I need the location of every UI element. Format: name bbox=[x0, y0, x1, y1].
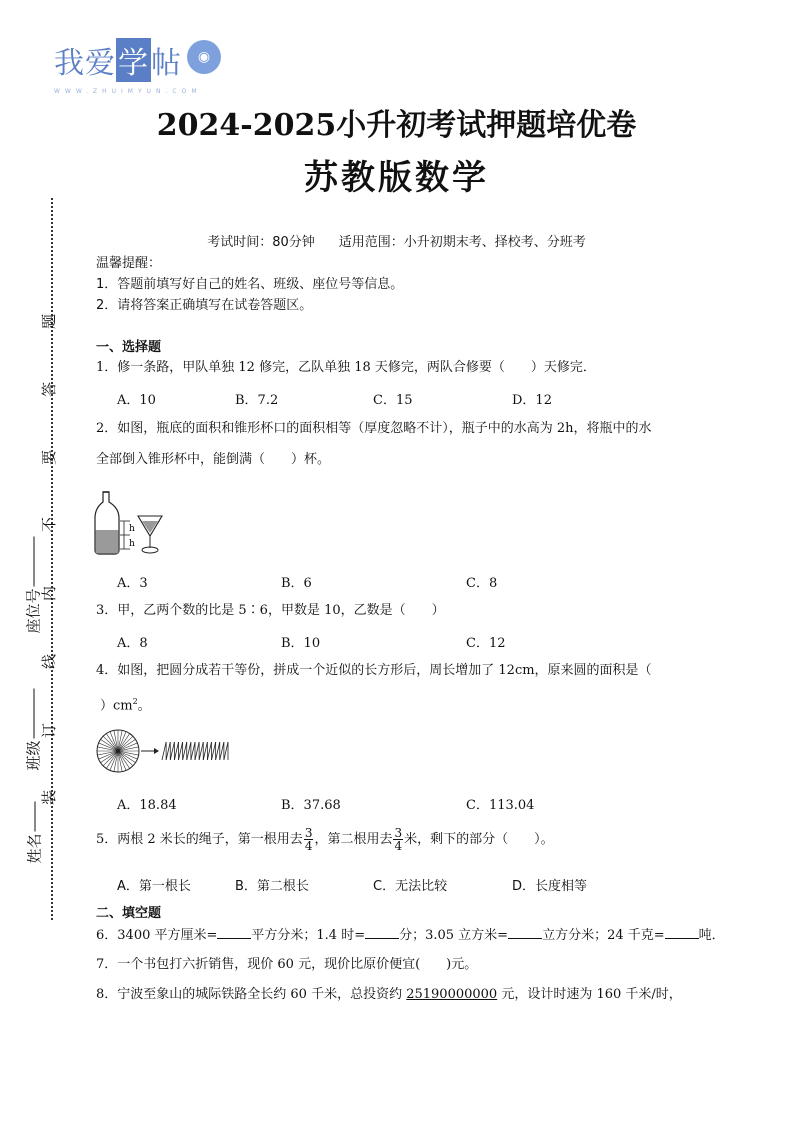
fraction-denominator: 4 bbox=[394, 839, 403, 853]
q8-part: 元，设计时速为 160 千米/时， bbox=[497, 987, 682, 1002]
notice-char: 要 bbox=[40, 449, 59, 466]
notice-char: 装 bbox=[40, 789, 59, 806]
logo-chat-icon: ◉ bbox=[187, 40, 221, 74]
notice-char: 订 bbox=[40, 722, 59, 739]
class-line[interactable] bbox=[34, 688, 35, 738]
rectangle-sector-edge bbox=[162, 742, 166, 760]
reminder-heading: 温馨提醒： bbox=[96, 256, 162, 271]
q3-option-b[interactable]: B．10 bbox=[281, 636, 321, 651]
logo-text bbox=[54, 38, 182, 82]
name-label: 姓名 bbox=[25, 833, 44, 864]
page-subtitle: 苏教版数学 bbox=[304, 158, 489, 198]
logo-text-box: 学 bbox=[116, 38, 151, 82]
reminder-item: 1．答题前填写好自己的姓名、班级、座位号等信息。 bbox=[96, 277, 404, 292]
approx-rectangle bbox=[162, 742, 228, 760]
q5-option-b[interactable]: B．第二根长 bbox=[235, 879, 309, 894]
binding-dotted-line bbox=[51, 198, 53, 920]
question-7: 7．一个书包打六折销售，现价 60 元，现价比原价便宜( )元。 bbox=[96, 957, 478, 972]
q5-text-b: ，第二根用去 bbox=[314, 832, 393, 847]
q6-part: 吨． bbox=[698, 928, 725, 943]
question-6 bbox=[96, 926, 725, 945]
reminder-item: 2．请将答案正确填写在试卷答题区。 bbox=[96, 298, 313, 313]
q1-option-d[interactable]: D．12 bbox=[512, 393, 552, 408]
q4-option-a[interactable]: A．18.84 bbox=[117, 798, 177, 813]
name-line[interactable] bbox=[35, 801, 36, 831]
q8-part: 8．宁波至象山的城际铁路全长约 60 千米，总投资约 bbox=[96, 987, 407, 1002]
question-8 bbox=[96, 986, 682, 1004]
q5-text-c: 米，剩下的部分（ ）。 bbox=[404, 832, 554, 847]
class-label: 班级 bbox=[24, 740, 43, 771]
q8-amount: 25190000000 bbox=[406, 987, 498, 1002]
q4-end: 。 bbox=[137, 698, 151, 714]
exam-scope: 适用范围：小升初期末考、择校考、分班考 bbox=[338, 235, 586, 250]
q6-part: 分；3.05 立方米= bbox=[399, 928, 509, 943]
q4-unit: ）cm bbox=[100, 698, 133, 714]
q5-text-a: 5．两根 2 米长的绳子，第一根用去 bbox=[96, 832, 303, 847]
question-4-line1: 4．如图，把圆分成若干等份，拼成一个近似的长方形后，周长增加了 12cm，原来圆的面积是（ bbox=[96, 663, 652, 678]
rectangle-sector-edge bbox=[216, 742, 220, 760]
rectangle-sector-edge bbox=[224, 742, 228, 760]
q5-option-a[interactable]: A．第一根长 bbox=[117, 879, 191, 894]
question-5 bbox=[96, 822, 554, 858]
notice-char: 线 bbox=[40, 653, 59, 670]
exam-info bbox=[0, 234, 793, 252]
rectangle-sector-edge bbox=[191, 742, 195, 760]
q4-option-b[interactable]: B．37.68 bbox=[281, 798, 341, 813]
rectangle-sector-edge bbox=[220, 742, 224, 760]
seat-field[interactable] bbox=[23, 528, 44, 634]
logo-text-a: 我爱 bbox=[54, 46, 116, 81]
question-1: 1．修一条路，甲队单独 12 修完，乙队单独 18 天修完，两队合修要（ ）天修完． bbox=[96, 360, 596, 375]
q6-blank-2[interactable] bbox=[365, 926, 399, 939]
q1-option-a[interactable]: A．10 bbox=[117, 393, 156, 408]
q6-part: 6．3400 平方厘米= bbox=[96, 928, 218, 943]
q4-unit-sup: 2 bbox=[132, 697, 138, 706]
seat-label: 座位号 bbox=[24, 588, 43, 634]
q2-option-c[interactable]: C．8 bbox=[466, 576, 498, 591]
rectangle-sector-edge bbox=[207, 742, 211, 760]
rectangle-sector-edge bbox=[183, 742, 187, 760]
bottle-cone-figure bbox=[94, 488, 166, 558]
rectangle-sector-edge bbox=[195, 742, 199, 760]
rectangle-sector-edge bbox=[212, 742, 216, 760]
q4-option-c[interactable]: C．113.04 bbox=[466, 798, 535, 813]
question-2-line2: 全部倒入锥形杯中，能倒满（ ）杯。 bbox=[96, 452, 331, 467]
q5-fraction-1 bbox=[304, 827, 314, 852]
q6-blank-1[interactable] bbox=[217, 926, 251, 939]
section-title: 二、填空题 bbox=[96, 906, 162, 921]
fraction-numerator: 3 bbox=[304, 826, 313, 840]
rectangle-sector-edge bbox=[187, 742, 191, 760]
q6-blank-4[interactable] bbox=[665, 926, 699, 939]
notice-char: 题 bbox=[40, 313, 59, 330]
q5-option-d[interactable]: D．长度相等 bbox=[512, 879, 588, 894]
sector-circle bbox=[97, 730, 139, 772]
q6-part: 平方分米；1.4 时= bbox=[251, 928, 366, 943]
fraction-denominator: 4 bbox=[304, 839, 313, 853]
question-3: 3．甲，乙两个数的比是 5∶6，甲数是 10，乙数是（ ） bbox=[96, 603, 445, 618]
notice-char: 答 bbox=[40, 381, 59, 398]
rectangle-sector-edge bbox=[170, 742, 174, 760]
logo-url: WWW.ZHUIMYUN.COM bbox=[54, 88, 202, 95]
exam-time: 考试时间：80分钟 bbox=[207, 235, 315, 250]
q2-option-b[interactable]: B．6 bbox=[281, 576, 312, 591]
name-field[interactable] bbox=[24, 804, 45, 864]
question-2-line1: 2．如图，瓶底的面积和锥形杯口的面积相等（厚度忽略不计），瓶子中的水高为 2h，将瓶中的水 bbox=[96, 421, 652, 436]
rectangle-sector-edge bbox=[179, 742, 183, 760]
notice-char: 内 bbox=[40, 585, 59, 602]
seat-line[interactable] bbox=[34, 536, 35, 586]
q1-option-c[interactable]: C．15 bbox=[373, 393, 413, 408]
page-title: 2024-2025小升初考试押题培优卷 bbox=[156, 108, 637, 143]
q6-part: 立方分米；24 千克= bbox=[542, 928, 665, 943]
h-label-upper: h bbox=[129, 524, 135, 534]
q5-fraction-2 bbox=[393, 827, 403, 852]
rectangle-sector-edge bbox=[174, 742, 178, 760]
logo-text-b: 帖 bbox=[151, 46, 182, 81]
rectangle-sector-edge bbox=[203, 742, 207, 760]
circle-to-rectangle-figure bbox=[96, 728, 232, 774]
q5-option-c[interactable]: C．无法比较 bbox=[373, 879, 448, 894]
q3-option-a[interactable]: A．8 bbox=[117, 636, 148, 651]
brand-logo bbox=[54, 38, 224, 98]
rectangle-sector-edge bbox=[166, 742, 170, 760]
q3-option-c[interactable]: C．12 bbox=[466, 636, 506, 651]
notice-char: 不 bbox=[40, 516, 59, 533]
question-4-line2 bbox=[100, 693, 151, 715]
h-label-lower: h bbox=[129, 539, 135, 549]
fraction-numerator: 3 bbox=[394, 826, 403, 840]
rectangle-sector-edge bbox=[199, 742, 203, 760]
q6-blank-3[interactable] bbox=[508, 926, 542, 939]
section-title: 一、选择题 bbox=[96, 340, 162, 355]
q2-option-a[interactable]: A．3 bbox=[117, 576, 148, 591]
q1-option-b[interactable]: B．7.2 bbox=[235, 393, 279, 408]
